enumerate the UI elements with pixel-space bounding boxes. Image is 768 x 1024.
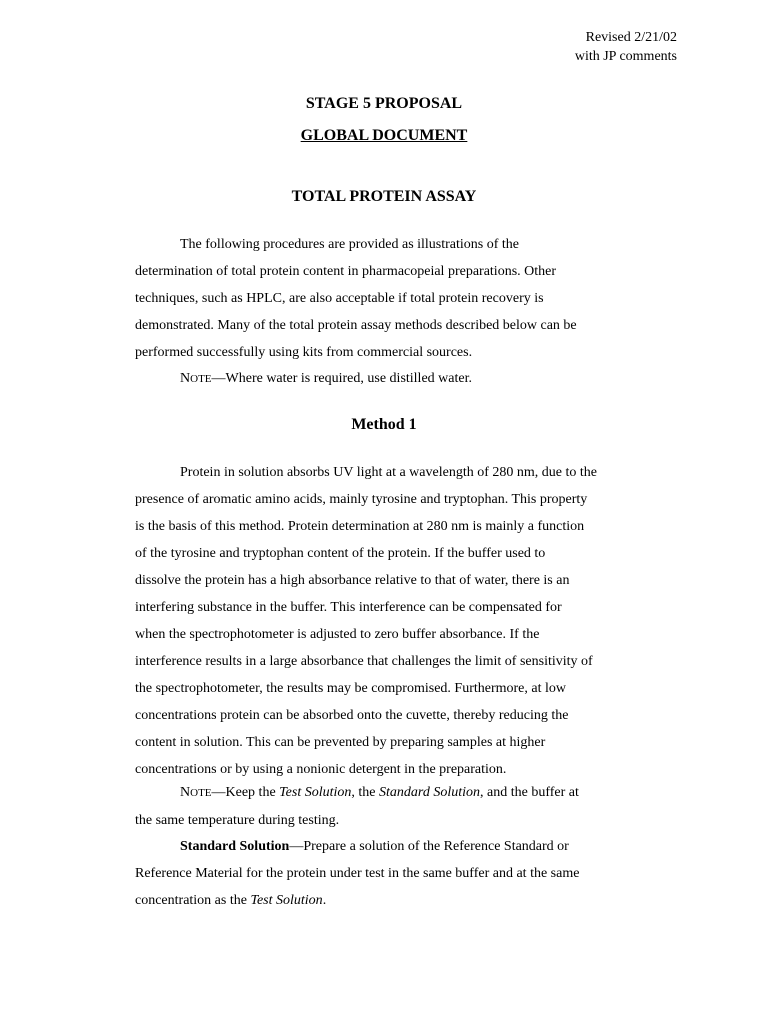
intro-line: The following procedures are provided as illustrations of the [180, 237, 520, 252]
method1-line: concentrations protein can be absorbed onto the cuvette, thereby reducing the [135, 708, 569, 723]
standard-solution-line: Reference Material for the protein under test in the same buffer and at the same [135, 866, 580, 881]
revision-date: Revised 2/21/02 [585, 30, 677, 45]
method1-line: when the spectrophotometer is adjusted to zero buffer absorbance. If the [135, 627, 540, 642]
water-note-line [135, 365, 635, 393]
method1-line: dissolve the protein has a high absorbance relative to that of water, there is an [135, 573, 570, 588]
temperature-note-line: the same temperature during testing. [135, 813, 340, 828]
method1-line: of the tyrosine and tryptophan content of the protein. If the buffer used to [135, 546, 546, 561]
standard-solution-term: Standard Solution [379, 785, 481, 800]
stage-heading: STAGE 5 PROPOSAL [305, 95, 463, 112]
note-label-rest: OTE [190, 373, 212, 385]
global-document-heading [0, 126, 768, 146]
intro-line: demonstrated. Many of the total protein assay methods described below can be [135, 318, 577, 333]
intro-line: performed successfully using kits from commercial sources. [135, 345, 473, 360]
method1-line: is the basis of this method. Protein determination at 280 nm is mainly a function [135, 519, 585, 534]
note-label-initial: N [180, 785, 191, 800]
intro-line: determination of total protein content in pharmacopeial preparations. Other [135, 264, 557, 279]
standard-solution-text: —Prepare a solution of the Reference Standard or [289, 839, 569, 854]
method1-line: Protein in solution absorbs UV light at a wavelength of 280 nm, due to the [180, 465, 597, 480]
revision-note [575, 28, 677, 66]
water-note [135, 365, 635, 393]
method1-line: interference results in a large absorbance that challenges the limit of sensitivity of [135, 654, 593, 669]
method1-line: content in solution. This can be prevented by preparing samples at higher [135, 735, 546, 750]
water-note-text: —Where water is required, use distilled water. [211, 371, 472, 386]
note-text-part: , the [351, 785, 380, 800]
method1-line: concentrations or by using a nonionic detergent in the preparation. [135, 762, 507, 777]
standard-solution-text: concentration as the [135, 893, 251, 908]
method1-paragraph [135, 459, 635, 783]
method1-line: interfering substance in the buffer. This interference can be compensated for [135, 600, 562, 615]
document-title: TOTAL PROTEIN ASSAY [291, 188, 477, 205]
standard-solution-line [135, 887, 635, 914]
test-solution-term: Test Solution [279, 785, 352, 800]
revision-comment: with JP comments [574, 49, 677, 64]
standard-solution-line [135, 833, 635, 860]
note-label-rest: OTE [190, 787, 212, 799]
global-document-text: GLOBAL DOCUMENT [300, 127, 468, 144]
method1-line: the spectrophotometer, the results may be compromised. Furthermore, at low [135, 681, 566, 696]
method1-line: presence of aromatic amino acids, mainly tyrosine and tryptophan. This property [135, 492, 588, 507]
temperature-note-line [135, 779, 635, 807]
note-label-initial: N [180, 371, 191, 386]
note-text-part: —Keep the [211, 785, 280, 800]
standard-solution-label: Standard Solution [180, 839, 290, 854]
test-solution-term: Test Solution [250, 893, 323, 908]
method-heading: Method 1 [351, 416, 417, 433]
intro-paragraph [135, 231, 635, 366]
note-text-part: , and the buffer at [480, 785, 579, 800]
temperature-note [135, 779, 635, 834]
standard-solution-text: . [322, 893, 327, 908]
standard-solution-paragraph [135, 833, 635, 914]
intro-line: techniques, such as HPLC, are also acceptable if total protein recovery is [135, 291, 544, 306]
